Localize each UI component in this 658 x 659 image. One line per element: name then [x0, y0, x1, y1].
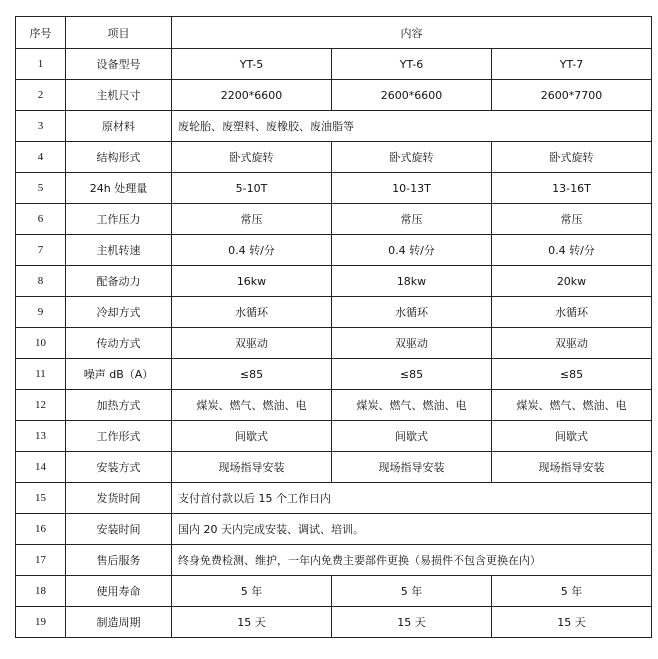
table-row [16, 297, 652, 328]
spec-table [15, 16, 652, 638]
row-item-label: 主机尺寸 [66, 80, 172, 111]
row-value-model-5: ≤85 [172, 359, 332, 390]
row-number: 15 [16, 483, 66, 514]
row-value-model-5: 5-10T [172, 173, 332, 204]
table-row [16, 483, 652, 514]
row-item-label: 安装方式 [66, 452, 172, 483]
table-row [16, 452, 652, 483]
row-value-model-7: 现场指导安装 [492, 452, 652, 483]
row-value-model-6: 现场指导安装 [332, 452, 492, 483]
row-value-model-5: 现场指导安装 [172, 452, 332, 483]
row-number: 7 [16, 235, 66, 266]
row-value-model-5: 0.4 转/分 [172, 235, 332, 266]
row-value-model-7: 20kw [492, 266, 652, 297]
row-merged-value: 支付首付款以后 15 个工作日内 [172, 483, 652, 514]
row-value-model-5: 常压 [172, 204, 332, 235]
row-item-label: 原材料 [66, 111, 172, 142]
row-merged-value: 国内 20 天内完成安装、调试、培训。 [172, 514, 652, 545]
row-number: 10 [16, 328, 66, 359]
row-number: 16 [16, 514, 66, 545]
table-row [16, 80, 652, 111]
table-row [16, 204, 652, 235]
row-number: 9 [16, 297, 66, 328]
table-row [16, 607, 652, 638]
row-value-model-5: 2200*6600 [172, 80, 332, 111]
table-row [16, 173, 652, 204]
row-value-model-7: 间歇式 [492, 421, 652, 452]
table-row [16, 328, 652, 359]
table-row [16, 545, 652, 576]
table-row [16, 390, 652, 421]
row-value-model-7: 5 年 [492, 576, 652, 607]
row-value-model-7: 常压 [492, 204, 652, 235]
row-number: 3 [16, 111, 66, 142]
header-content: 内容 [172, 17, 652, 49]
row-value-model-7: 0.4 转/分 [492, 235, 652, 266]
row-value-model-7: 2600*7700 [492, 80, 652, 111]
row-number: 1 [16, 49, 66, 80]
row-number: 4 [16, 142, 66, 173]
row-number: 12 [16, 390, 66, 421]
row-value-model-6: 15 天 [332, 607, 492, 638]
row-value-model-7: 水循环 [492, 297, 652, 328]
table-row [16, 514, 652, 545]
row-number: 11 [16, 359, 66, 390]
row-merged-value: 废轮胎、废塑料、废橡胶、废油脂等 [172, 111, 652, 142]
row-number: 5 [16, 173, 66, 204]
row-value-model-5: 15 天 [172, 607, 332, 638]
row-merged-value: 终身免费检测、维护，一年内免费主要部件更换（易损件不包含更换在内） [172, 545, 652, 576]
row-value-model-7: ≤85 [492, 359, 652, 390]
row-item-label: 工作形式 [66, 421, 172, 452]
row-value-model-7: 卧式旋转 [492, 142, 652, 173]
table-row [16, 576, 652, 607]
header-item: 项目 [66, 17, 172, 49]
row-item-label: 结构形式 [66, 142, 172, 173]
row-item-label: 配备动力 [66, 266, 172, 297]
row-item-label: 噪声 dB（A） [66, 359, 172, 390]
row-number: 19 [16, 607, 66, 638]
row-value-model-6: 18kw [332, 266, 492, 297]
row-item-label: 加热方式 [66, 390, 172, 421]
header-row [16, 17, 652, 49]
row-value-model-6: 煤炭、燃气、燃油、电 [332, 390, 492, 421]
row-number: 6 [16, 204, 66, 235]
row-value-model-5: 卧式旋转 [172, 142, 332, 173]
table-row [16, 235, 652, 266]
table-row [16, 266, 652, 297]
row-number: 14 [16, 452, 66, 483]
row-value-model-5: 煤炭、燃气、燃油、电 [172, 390, 332, 421]
row-item-label: 售后服务 [66, 545, 172, 576]
row-value-model-5: 16kw [172, 266, 332, 297]
row-value-model-6: ≤85 [332, 359, 492, 390]
row-number: 17 [16, 545, 66, 576]
row-number: 18 [16, 576, 66, 607]
row-number: 8 [16, 266, 66, 297]
row-item-label: 24h 处理量 [66, 173, 172, 204]
row-number: 13 [16, 421, 66, 452]
row-value-model-7: 13-16T [492, 173, 652, 204]
row-value-model-6: 2600*6600 [332, 80, 492, 111]
row-value-model-6: 0.4 转/分 [332, 235, 492, 266]
row-item-label: 冷却方式 [66, 297, 172, 328]
row-value-model-7: 煤炭、燃气、燃油、电 [492, 390, 652, 421]
row-item-label: 设备型号 [66, 49, 172, 80]
row-value-model-5: 水循环 [172, 297, 332, 328]
row-item-label: 制造周期 [66, 607, 172, 638]
table-row [16, 359, 652, 390]
row-value-model-5: YT-5 [172, 49, 332, 80]
row-value-model-6: 10-13T [332, 173, 492, 204]
table-row [16, 111, 652, 142]
header-no: 序号 [16, 17, 66, 49]
row-item-label: 工作压力 [66, 204, 172, 235]
row-value-model-7: 15 天 [492, 607, 652, 638]
row-value-model-7: 双驱动 [492, 328, 652, 359]
row-value-model-6: 卧式旋转 [332, 142, 492, 173]
table-row [16, 421, 652, 452]
table-row [16, 142, 652, 173]
row-item-label: 安装时间 [66, 514, 172, 545]
row-value-model-5: 5 年 [172, 576, 332, 607]
row-value-model-6: 间歇式 [332, 421, 492, 452]
row-value-model-7: YT-7 [492, 49, 652, 80]
row-value-model-6: YT-6 [332, 49, 492, 80]
table-row [16, 49, 652, 80]
row-value-model-5: 双驱动 [172, 328, 332, 359]
row-item-label: 发货时间 [66, 483, 172, 514]
row-value-model-5: 间歇式 [172, 421, 332, 452]
row-value-model-6: 常压 [332, 204, 492, 235]
spec-table-body [16, 17, 652, 638]
row-item-label: 传动方式 [66, 328, 172, 359]
row-value-model-6: 双驱动 [332, 328, 492, 359]
row-value-model-6: 5 年 [332, 576, 492, 607]
row-item-label: 使用寿命 [66, 576, 172, 607]
row-value-model-6: 水循环 [332, 297, 492, 328]
row-item-label: 主机转速 [66, 235, 172, 266]
row-number: 2 [16, 80, 66, 111]
